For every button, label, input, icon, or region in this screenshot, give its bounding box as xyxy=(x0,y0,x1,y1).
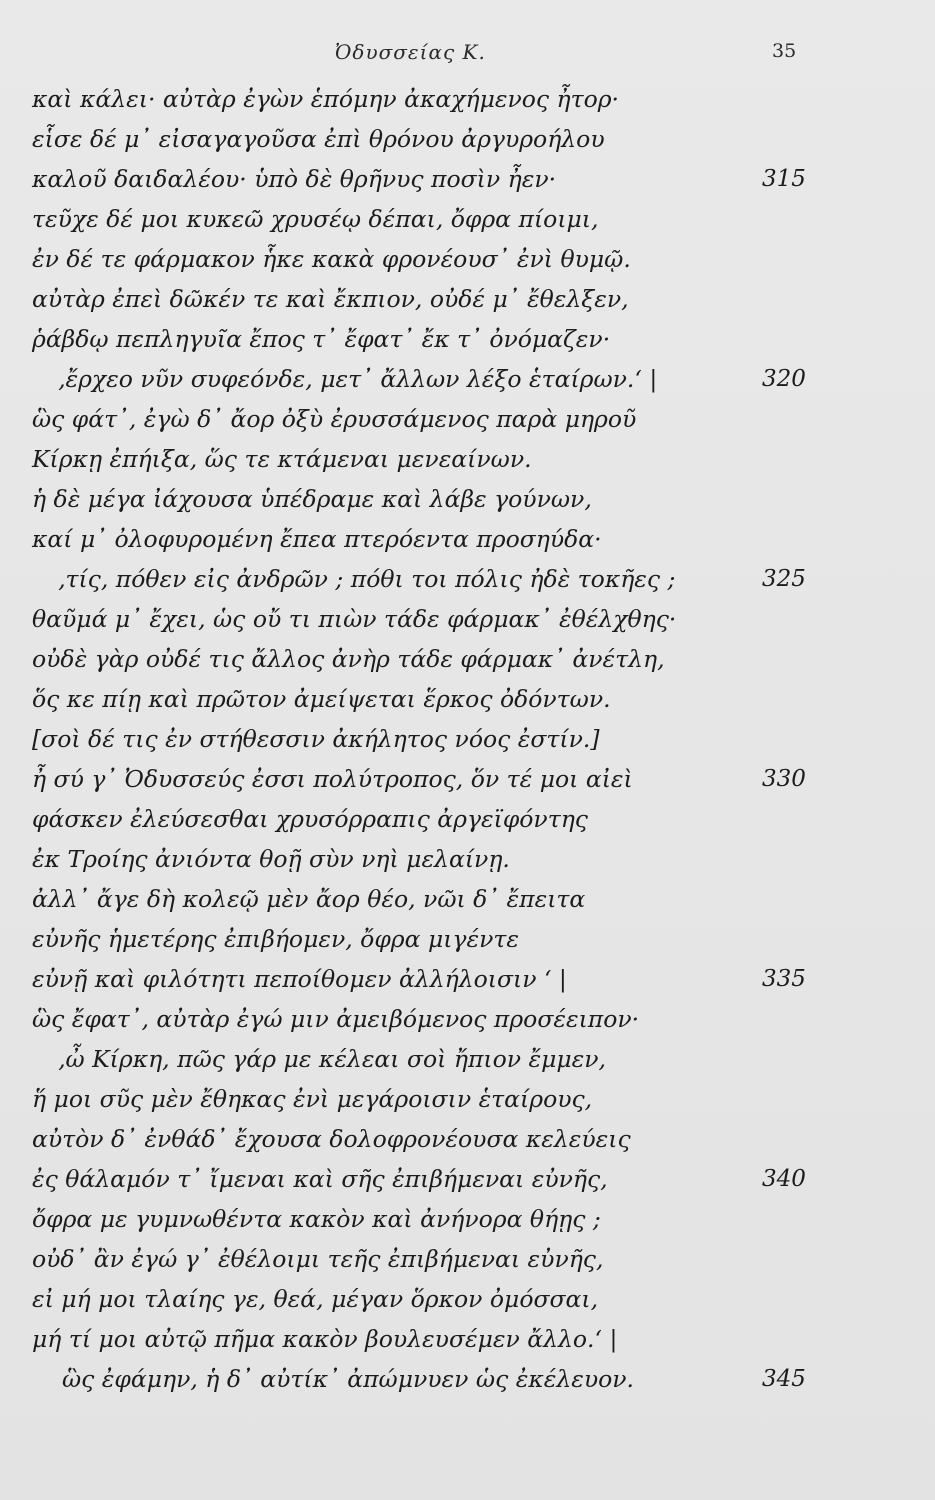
verse-text: εἷσε δέ μ᾽ εἰσαγαγοῦσα ἐπὶ θρόνου ἀργυροήλου xyxy=(32,125,605,153)
verse-text: εὐνῇ καὶ φιλότητι πεποίθομεν ἀλλήλοισιν ‘ | xyxy=(32,965,567,993)
running-head-title: Ὀδυσσείας Κ. xyxy=(335,40,486,64)
verse-text: ὅς κε πίῃ καὶ πρῶτον ἀμείψεται ἕρκος ὀδόντων. xyxy=(32,685,611,713)
verse-text: ἦ σύ γ᾽ Ὀδυσσεύς ἐσσι πολύτροπος, ὅν τέ μοι αἰεὶ xyxy=(32,765,633,793)
verse-line xyxy=(0,964,935,1004)
verse-line xyxy=(0,1124,935,1164)
verse-text: [σοὶ δέ τις ἐν στήθεσσιν ἀκήλητος νόος ἐστίν.] xyxy=(32,725,600,753)
page-number: 35 xyxy=(772,40,797,62)
verse-text: ἡ δὲ μέγα ἰάχουσα ὑπέδραμε καὶ λάβε γούνων, xyxy=(32,485,592,513)
verse-text: ὣς ἐφάμην, ἡ δ᾽ αὐτίκ᾽ ἀπώμνυεν ὡς ἐκέλευον. xyxy=(62,1365,635,1393)
verse-line xyxy=(0,1324,935,1364)
verse-line xyxy=(0,684,935,724)
verse-line xyxy=(0,1204,935,1244)
verse-text: ἐκ Τροίης ἀνιόντα θοῇ σὺν νηὶ μελαίνῃ. xyxy=(32,845,510,873)
verse-line xyxy=(0,924,935,964)
verse-number: 345 xyxy=(762,1366,806,1392)
verse-text: ‚ὦ Κίρκη, πῶς γάρ με κέλεαι σοὶ ἤπιον ἔμμεν, xyxy=(58,1045,607,1073)
verse-text: ‚τίς, πόθεν εἰς ἀνδρῶν ; πόθι τοι πόλις ἠδὲ τοκῆες ; xyxy=(58,565,676,593)
verse-line xyxy=(0,644,935,684)
verse-text: θαῦμά μ᾽ ἔχει, ὡς οὔ τι πιὼν τάδε φάρμακ᾽ ἐθέλχθης· xyxy=(32,605,677,633)
verse-line xyxy=(0,724,935,764)
verse-line xyxy=(0,204,935,244)
verse-line xyxy=(0,1244,935,1284)
verse-text: ἥ μοι σῦς μὲν ἔθηκας ἐνὶ μεγάροισιν ἑταίρους, xyxy=(32,1085,593,1113)
verse-line xyxy=(0,284,935,324)
verse-line xyxy=(0,444,935,484)
verse-line xyxy=(0,844,935,884)
verse-text: ἐς θάλαμόν τ᾽ ἴμεναι καὶ σῆς ἐπιβήμεναι εὐνῆς, xyxy=(32,1165,608,1193)
verse-text: ὄφρα με γυμνωθέντα κακὸν καὶ ἀνήνορα θήῃς ; xyxy=(32,1205,601,1233)
verse-text: εἰ μή μοι τλαίης γε, θεά, μέγαν ὅρκον ὀμόσσαι, xyxy=(32,1285,599,1313)
verse-text: μή τί μοι αὐτῷ πῆμα κακὸν βουλευσέμεν ἄλλο.‘ | xyxy=(32,1325,618,1353)
verse-line xyxy=(0,1044,935,1084)
verse-number: 315 xyxy=(762,166,806,192)
verse-text: Κίρκῃ ἐπήιξα, ὥς τε κτάμεναι μενεαίνων. xyxy=(32,445,532,473)
verse-line xyxy=(0,404,935,444)
verse-text: ἐν δέ τε φάρμακον ἧκε κακὰ φρονέουσ᾽ ἐνὶ θυμῷ. xyxy=(32,245,631,273)
verse-line xyxy=(0,884,935,924)
verse-number: 320 xyxy=(762,366,806,392)
verse-line xyxy=(0,324,935,364)
verse-text: φάσκεν ἐλεύσεσθαι χρυσόρραπις ἀργεϊφόντης xyxy=(32,805,588,833)
verse-text: τεῦχε δέ μοι κυκεῶ χρυσέῳ δέπαι, ὄφρα πίοιμι, xyxy=(32,205,599,233)
verse-text: αὐτὰρ ἐπεὶ δῶκέν τε καὶ ἔκπιον, οὐδέ μ᾽ ἔθελξεν, xyxy=(32,285,629,313)
verse-line xyxy=(0,124,935,164)
verse-text: ῥάβδῳ πεπληγυῖα ἔπος τ᾽ ἔφατ᾽ ἔκ τ᾽ ὀνόμαζεν· xyxy=(32,325,611,353)
verse-text: οὐδ᾽ ἂν ἐγώ γ᾽ ἐθέλοιμι τεῆς ἐπιβήμεναι εὐνῆς, xyxy=(32,1245,604,1273)
verse-line xyxy=(0,1004,935,1044)
verse-text: καί μ᾽ ὀλοφυρομένη ἔπεα πτερόεντα προσηύδα· xyxy=(32,525,602,553)
verse-line xyxy=(0,1084,935,1124)
verse-text: καλοῦ δαιδαλέου· ὑπὸ δὲ θρῆνυς ποσὶν ἦεν· xyxy=(32,165,557,193)
verse-line xyxy=(0,484,935,524)
verse-line xyxy=(0,1364,935,1404)
verse-line xyxy=(0,804,935,844)
verse-text: ‚ἔρχεο νῦν συφεόνδε, μετ᾽ ἄλλων λέξο ἑταίρων.‘ | xyxy=(58,365,658,393)
verse-line xyxy=(0,1284,935,1324)
verse-text: καὶ κάλει· αὐτὰρ ἐγὼν ἑπόμην ἀκαχήμενος ἦτορ· xyxy=(32,85,620,113)
verse-line xyxy=(0,244,935,284)
verse-text: ὣς ἔφατ᾽, αὐτὰρ ἐγώ μιν ἀμειβόμενος προσέειπον· xyxy=(32,1005,640,1033)
verse-text: εὐνῆς ἡμετέρης ἐπιβήομεν, ὄφρα μιγέντε xyxy=(32,925,519,953)
verse-number: 330 xyxy=(762,766,806,792)
running-head xyxy=(0,40,935,70)
verse-line xyxy=(0,524,935,564)
verse-number: 325 xyxy=(762,566,806,592)
verse-text: οὐδὲ γὰρ οὐδέ τις ἄλλος ἀνὴρ τάδε φάρμακ᾽ ἀνέτλη, xyxy=(32,645,665,673)
verse-line xyxy=(0,84,935,124)
verse-text: ὣς φάτ᾽, ἐγὼ δ᾽ ἄορ ὀξὺ ἐρυσσάμενος παρὰ μηροῦ xyxy=(32,405,637,433)
verse-line xyxy=(0,1164,935,1204)
verse-line xyxy=(0,604,935,644)
verse-line xyxy=(0,764,935,804)
verse-number: 335 xyxy=(762,966,806,992)
verse-text: ἀλλ᾽ ἄγε δὴ κολεῷ μὲν ἄορ θέο, νῶι δ᾽ ἔπειτα xyxy=(32,885,586,913)
verse-line xyxy=(0,164,935,204)
verse-line xyxy=(0,364,935,404)
verse-number: 340 xyxy=(762,1166,806,1192)
verse-text: αὐτὸν δ᾽ ἐνθάδ᾽ ἔχουσα δολοφρονέουσα κελεύεις xyxy=(32,1125,631,1153)
verse-line xyxy=(0,564,935,604)
